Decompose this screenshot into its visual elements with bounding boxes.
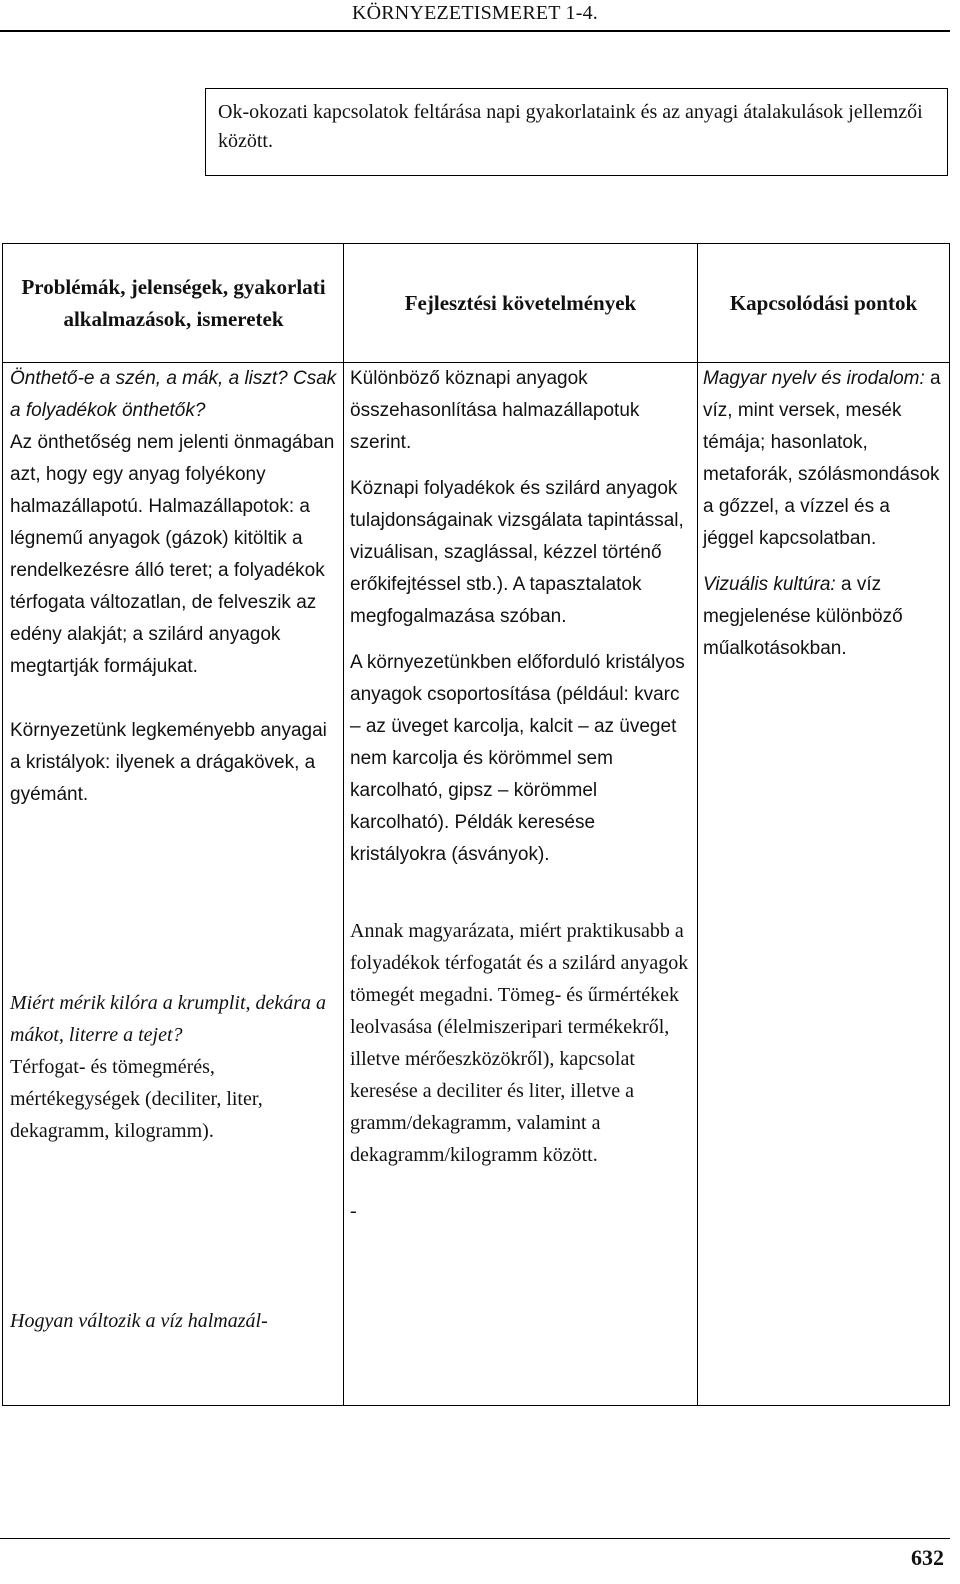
measurement-units-text: Térfogat- és tömegmérés, mértékegységek (deciliter, liter, dekagramm, kilogramm). bbox=[10, 1056, 263, 1142]
curriculum-table bbox=[2, 243, 950, 1406]
question-measurement: Miért mérik kilóra a krumplit, dekára a mákot, literre a tejet? bbox=[10, 992, 327, 1046]
connection-literature-text: a víz, mint versek, mesék témája; hasonlatok, metaforák, szólásmondások a gőzzel, a vízzel és a jéggel kapcsolatban. bbox=[703, 368, 941, 549]
crystals-text: Környezetünk legkeményebb anyagai a kristályok: ilyenek a drágakövek, a gyémánt. bbox=[10, 720, 327, 805]
requirements-cell bbox=[344, 363, 698, 1406]
table-header-row bbox=[3, 244, 950, 363]
question-water-states: Hogyan változik a víz halmazál- bbox=[10, 1310, 268, 1332]
requirement-measurement: Annak magyarázata, miért praktikusabb a folyadékok térfogatát és a szilárd anyagok tömegét megadni. Tömeg- és űrmértékek leolvasása (élelmiszeripari termékekről, illetve mérőeszközökről), kapcsolat keresése a deciliter és liter, illetve a gramm/dekagramm, valamint a dekagramm/kilogramm között. bbox=[350, 920, 689, 1166]
connection-visual bbox=[703, 569, 943, 665]
page-header-title: KÖRNYEZETISMERET 1-4. bbox=[351, 2, 599, 24]
header-problems: Problémák, jelenségek, gyakorlati alkalmazások, ismeretek bbox=[3, 244, 344, 363]
connections-cell bbox=[698, 363, 950, 1406]
requirement-examine-properties: Köznapi folyadékok és szilárd anyagok tulajdonságainak vizsgálata tapintással, vizuálisan, szaglással, kézzel történő erőkifejtéssel stb.). A tapasztalatok megfogalmazása szóban. bbox=[350, 478, 684, 627]
problems-cell bbox=[3, 363, 344, 1406]
table-row bbox=[3, 363, 950, 1406]
connection-visual-subject: Vizuális kultúra: bbox=[703, 574, 836, 595]
question-pourable: Önthető-e a szén, a mák, a liszt? Csak a folyadékok önthetők? bbox=[10, 368, 337, 421]
connection-literature-subject: Magyar nyelv és irodalom: bbox=[703, 368, 925, 389]
footer-rule bbox=[0, 1538, 950, 1539]
states-of-matter-text: Az önthetőség nem jelenti önmagában azt, hogy egy anyag folyékony halmazállapotú. Halmazállapotok: a légnemű anyagok (gázok) kitöltik a rendelkezésre álló teret; a folyadékok térfogata változatlan, de felveszik az edény alakját; a szilárd anyagok megtartják formájukat. bbox=[10, 432, 335, 677]
intro-box bbox=[205, 88, 948, 176]
header-rule bbox=[0, 30, 950, 32]
header-connections: Kapcsolódási pontok bbox=[698, 244, 950, 363]
requirement-crystals: A környezetünkben előforduló kristályos anyagok csoportosítása (például: kvarc – az üveget karcolja, kalcit – az üveget nem karcolja és körömmel sem karcolható, gipsz – körömmel karcolható). Példák keresése kristályokra (ásványok). bbox=[350, 652, 685, 865]
intro-text: Ok-okozati kapcsolatok feltárása napi gyakorlataink és az anyagi átalakulások jellemzői között. bbox=[218, 101, 923, 152]
connection-literature bbox=[703, 363, 943, 555]
requirement-compare-states: Különböző köznapi anyagok összehasonlítása halmazállapotuk szerint. bbox=[350, 368, 640, 453]
connection-visual-text: a víz megjelenése különböző műalkotásokban. bbox=[703, 574, 903, 659]
header-requirements: Fejlesztési követelmények bbox=[344, 244, 698, 363]
page-number: 632 bbox=[911, 1545, 944, 1570]
requirement-dash: - bbox=[350, 1200, 357, 1222]
